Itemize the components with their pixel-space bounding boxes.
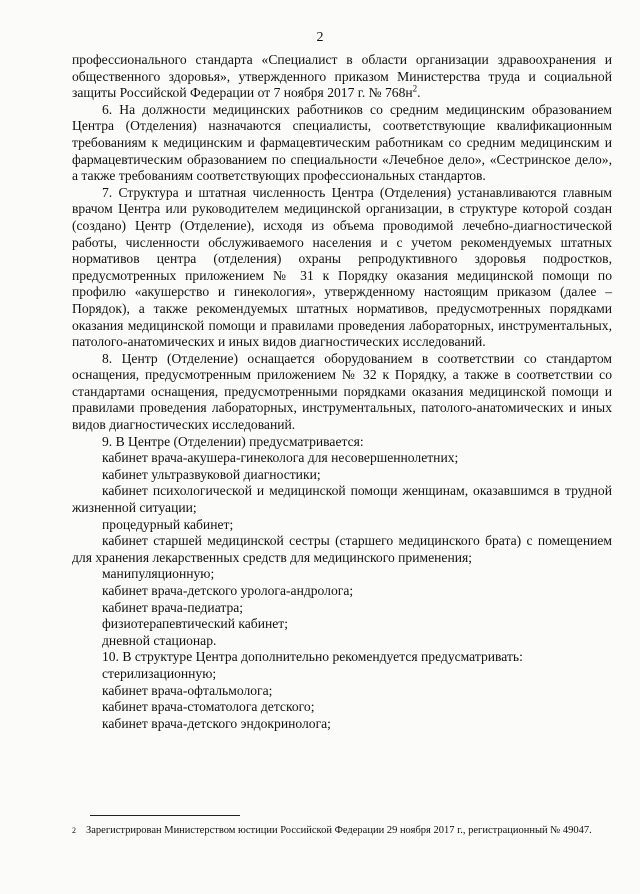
paragraph bbox=[72, 633, 612, 650]
paragraph-text: кабинет врача-стоматолога детского; bbox=[102, 699, 315, 715]
paragraph-text: кабинет врача-офтальмолога; bbox=[102, 682, 273, 698]
paragraph bbox=[72, 566, 612, 583]
paragraph-text: 9. В Центре (Отделении) предусматривается: bbox=[102, 433, 364, 449]
document-body bbox=[72, 52, 612, 732]
footnote bbox=[72, 824, 612, 837]
paragraph-text: дневной стационар. bbox=[102, 632, 217, 648]
paragraph bbox=[72, 616, 612, 633]
paragraph-text: кабинет психологической и медицинской помощи женщинам, оказавшимся в трудной жизненной ситуации; bbox=[72, 483, 612, 516]
paragraph-text: кабинет врача-акушера-гинеколога для несовершеннолетних; bbox=[102, 450, 459, 466]
paragraph-text: кабинет старшей медицинской сестры (старшего медицинского брата) с помещением для хранения лекарственных средств для медицинского применения; bbox=[72, 533, 612, 565]
paragraph bbox=[72, 185, 612, 351]
paragraph bbox=[72, 52, 612, 102]
paragraph-text: профессионального стандарта «Специалист в области организации здравоохранения и общественного здоровья», утвержденного приказом Министерства труда и социальной защиты Российской Федерации от 7 ноября 2017 г. № 768н bbox=[72, 52, 612, 101]
paragraph bbox=[72, 450, 612, 467]
paragraph-text: 6. На должности медицинских работников со средним медицинским образованием Центра (Отделения) назначаются специалисты, соответствующие квалификационным требованиям к медицинским и фармацевтическим работникам со средним медицинским и фармацевтическим образованием по специальности «Лечебное дело», «Сестринское дело», а также требованиям соответствующих профессиональных стандартов. bbox=[72, 101, 612, 184]
paragraph bbox=[72, 666, 612, 683]
paragraph bbox=[72, 102, 612, 185]
paragraph-text: кабинет врача-детского уролога-андролога; bbox=[102, 583, 354, 598]
paragraph-text: физиотерапевтический кабинет; bbox=[102, 616, 289, 632]
paragraph bbox=[72, 467, 612, 484]
footnote-separator bbox=[90, 815, 240, 816]
paragraph-text: манипуляционную; bbox=[102, 566, 215, 582]
footnote-mark: 2 bbox=[72, 826, 76, 835]
paragraph-text: кабинет ультразвуковой диагностики; bbox=[102, 466, 321, 482]
paragraph bbox=[72, 583, 612, 600]
paragraph bbox=[72, 533, 612, 566]
footnote-reference: 2 bbox=[412, 83, 418, 94]
paragraph-text: стерилизационную; bbox=[102, 665, 217, 681]
paragraph bbox=[72, 517, 612, 534]
paragraph bbox=[72, 600, 612, 617]
paragraph-tail: . bbox=[417, 85, 421, 101]
paragraph-text: кабинет врача-педиатра; bbox=[102, 599, 244, 615]
paragraph bbox=[72, 351, 612, 434]
paragraph bbox=[72, 683, 612, 700]
page-number: 2 bbox=[316, 30, 324, 45]
paragraph bbox=[72, 483, 612, 516]
paragraph-text: 8. Центр (Отделение) оснащается оборудованием в соответствии со стандартом оснащения, предусмотренным приложением № 32 к Порядку, а также в соответствии со стандартами оснащения, предусмотренными порядками оказания медицинской помощи и правилами проведения лабораторных, инструментальных, патолого-анатомических и иных видов диагностических исследований. bbox=[72, 350, 612, 433]
paragraph bbox=[72, 649, 612, 666]
paragraph-text: 10. В структуре Центра дополнительно рекомендуется предусматривать: bbox=[102, 649, 523, 665]
paragraph-text: 7. Структура и штатная численность Центра (Отделения) устанавливаются главным врачом Центра или руководителем медицинской организации, в структуре которой создан (создано) Центр (Отделение), исходя из объема проводимой лечебно-диагностической работы, численности обслуживаемого населения и с учетом рекомендуемых штатных нормативов центра (отделения) охраны репродуктивного здоровья подростков, предусмотренных приложением № 31 к Порядку оказания медицинской помощи по профилю «акушерство и гинекология», утвержденному настоящим приказом (далее – Порядок), а также рекомендуемых штатных нормативов, предусмотренных порядками оказания медицинской помощи и правилами проведения лабораторных, инструментальных, патолого-анатомических и иных видов диагностических исследований. bbox=[72, 184, 612, 350]
paragraph bbox=[72, 716, 612, 733]
paragraph-text: процедурный кабинет; bbox=[102, 516, 234, 532]
paragraph bbox=[72, 699, 612, 716]
paragraph bbox=[72, 434, 612, 451]
paragraph-text: кабинет врача-детского эндокринолога; bbox=[102, 715, 331, 731]
footnote-text: Зарегистрирован Министерством юстиции Российской Федерации 29 ноября 2017 г., регистрационный № 49047. bbox=[86, 825, 592, 836]
